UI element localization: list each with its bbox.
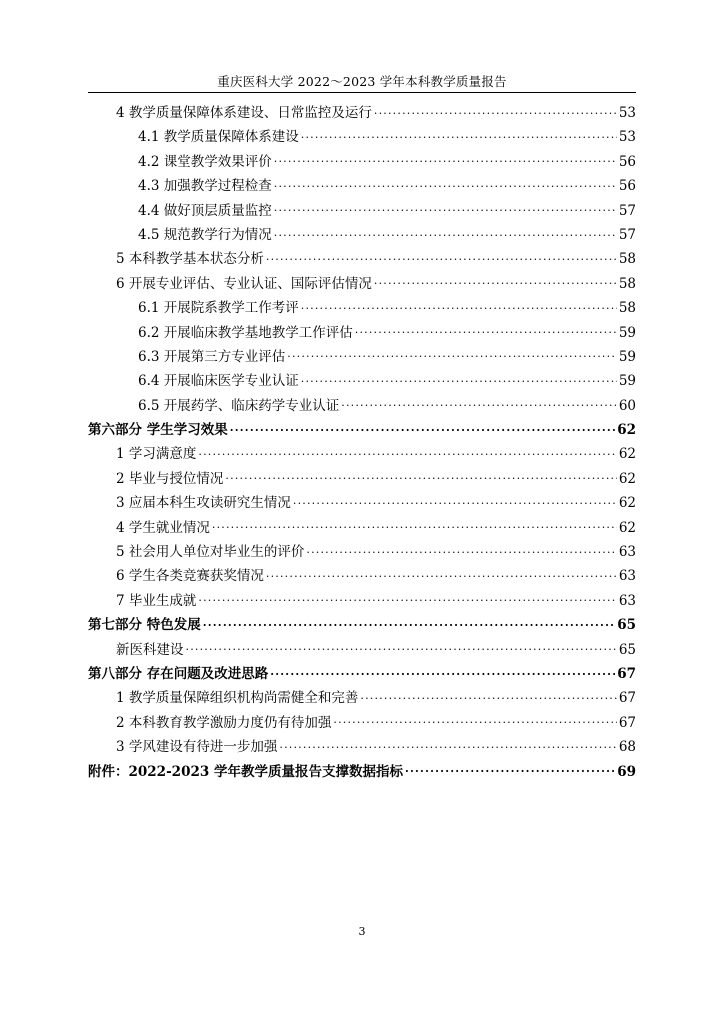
toc-entry-page: 59: [618, 324, 636, 341]
toc-entry-title: 4 学生就业情况: [116, 519, 210, 536]
toc-entry-page: 58: [618, 251, 636, 268]
toc-entry-page: 68: [618, 739, 636, 756]
toc-entry[interactable]: [88, 467, 636, 491]
dot-leader: [274, 201, 617, 215]
toc-entry[interactable]: [88, 174, 636, 198]
toc-entry-title: 5 本科教学基本状态分析: [116, 251, 264, 268]
toc-entry-title: 6.1 开展院系教学工作考评: [138, 300, 299, 317]
dot-leader: [405, 762, 615, 776]
dot-leader: [306, 543, 616, 557]
toc-entry-page: 62: [618, 519, 636, 536]
toc-entry[interactable]: [88, 199, 636, 223]
dot-leader: [293, 494, 617, 508]
toc-entry-title: 3 学风建设有待进一步加强: [116, 739, 278, 756]
toc-entry-page: 63: [618, 592, 636, 609]
dot-leader: [374, 274, 617, 288]
toc-entry-page: 58: [618, 300, 636, 317]
dot-leader: [341, 396, 617, 410]
running-header: 重庆医科大学 2022～2023 学年本科教学质量报告: [88, 72, 636, 93]
toc-entry-title: 2 本科教育教学激励力度仍有待加强: [116, 714, 332, 731]
dot-leader: [266, 250, 617, 264]
dot-leader: [279, 738, 616, 752]
toc-entry-page: 53: [618, 105, 636, 121]
dot-leader: [360, 689, 616, 703]
toc-entry[interactable]: [88, 638, 636, 662]
toc-entry-page: 57: [618, 202, 636, 219]
toc-entry[interactable]: [88, 589, 636, 613]
toc-entry-page: 59: [618, 373, 636, 390]
toc-entry-title: 第六部分 学生学习效果: [88, 422, 228, 439]
toc-entry[interactable]: [88, 516, 636, 540]
toc-entry[interactable]: [88, 125, 636, 149]
toc-entry[interactable]: [88, 247, 636, 271]
toc-entry[interactable]: [88, 272, 636, 296]
dot-leader: [203, 616, 616, 630]
toc-entry-page: 56: [618, 153, 636, 170]
dot-leader: [266, 567, 617, 581]
dot-leader: [198, 591, 616, 605]
toc-entry-title: 新医科建设: [116, 641, 184, 658]
toc-entry-page: 62: [617, 422, 636, 439]
dot-leader: [274, 225, 617, 239]
toc-entry[interactable]: [88, 394, 636, 418]
toc-entry-title: 4 教学质量保障体系建设、日常监控及运行: [116, 105, 372, 121]
toc-entry[interactable]: [88, 760, 636, 784]
dot-leader: [186, 640, 617, 654]
dot-leader: [355, 323, 617, 337]
toc-entry[interactable]: [88, 345, 636, 369]
toc-entry-page: 67: [618, 690, 636, 707]
toc-entry-page: 57: [618, 226, 636, 243]
toc-entry-title: 1 教学质量保障组织机构尚需健全和完善: [116, 690, 359, 707]
dot-leader: [230, 421, 616, 435]
toc-entry-title: 4.2 课堂教学效果评价: [138, 153, 272, 170]
toc-entry[interactable]: [88, 296, 636, 320]
toc-entry-title: 4.5 规范教学行为情况: [138, 226, 272, 243]
dot-leader: [301, 372, 617, 386]
toc-entry[interactable]: [88, 369, 636, 393]
dot-leader: [374, 104, 617, 118]
toc-entry[interactable]: [88, 540, 636, 564]
toc-entry[interactable]: [88, 321, 636, 345]
dot-leader: [225, 469, 616, 483]
dot-leader: [274, 152, 617, 166]
toc-entry[interactable]: [88, 442, 636, 466]
toc-entry-title: 5 社会用人单位对毕业生的评价: [116, 544, 305, 561]
dot-leader: [301, 128, 617, 142]
dot-leader: [198, 445, 616, 459]
dot-leader: [287, 347, 617, 361]
toc-entry[interactable]: [88, 418, 636, 442]
toc-entry-title: 6 学生各类竞赛获奖情况: [116, 568, 264, 585]
toc-entry-page: 56: [618, 178, 636, 195]
toc-entry-title: 4.4 做好顶层质量监控: [138, 202, 272, 219]
toc-entry-page: 69: [617, 763, 636, 780]
toc-entry-title: 1 学习满意度: [116, 446, 197, 463]
dot-leader: [270, 664, 615, 678]
toc-entry[interactable]: [88, 223, 636, 247]
toc-entry-title: 6.2 开展临床教学基地教学工作评估: [138, 324, 353, 341]
dot-leader: [333, 713, 616, 727]
toc-entry-page: 53: [618, 129, 636, 146]
table-of-contents: [88, 101, 636, 784]
toc-entry[interactable]: [88, 101, 636, 125]
toc-entry[interactable]: [88, 564, 636, 588]
page-number: 3: [358, 925, 366, 938]
dot-leader: [274, 177, 617, 191]
toc-entry-title: 附件：2022-2023 学年教学质量报告支撑数据指标: [88, 763, 403, 780]
dot-leader: [301, 299, 617, 313]
toc-entry-page: 63: [618, 544, 636, 561]
toc-entry-page: 60: [618, 397, 636, 414]
toc-entry-page: 67: [617, 665, 636, 682]
toc-entry-page: 58: [618, 275, 636, 292]
toc-entry-page: 63: [618, 568, 636, 585]
toc-entry-title: 6 开展专业评估、专业认证、国际评估情况: [116, 275, 372, 292]
toc-entry-page: 62: [618, 446, 636, 463]
toc-entry-title: 4.1 教学质量保障体系建设: [138, 129, 299, 146]
toc-entry-page: 65: [618, 641, 636, 658]
dot-leader: [212, 518, 617, 532]
toc-entry[interactable]: [88, 150, 636, 174]
toc-entry-title: 6.5 开展药学、临床药学专业认证: [138, 397, 340, 414]
toc-entry-page: 62: [618, 495, 636, 512]
toc-entry-page: 65: [617, 617, 636, 634]
toc-entry[interactable]: [88, 662, 636, 686]
toc-entry-title: 4.3 加强教学过程检查: [138, 178, 272, 195]
toc-entry[interactable]: [88, 735, 636, 759]
toc-entry-title: 6.3 开展第三方专业评估: [138, 348, 286, 365]
toc-entry[interactable]: [88, 613, 636, 637]
toc-entry-page: 59: [618, 348, 636, 365]
toc-entry-title: 第七部分 特色发展: [88, 617, 201, 634]
toc-entry[interactable]: [88, 686, 636, 710]
toc-entry-page: 67: [618, 714, 636, 731]
toc-entry-title: 7 毕业生成就: [116, 592, 197, 609]
toc-entry-title: 3 应届本科生攻读研究生情况: [116, 495, 291, 512]
toc-entry-title: 第八部分 存在问题及改进思路: [88, 665, 269, 682]
toc-entry-page: 62: [618, 470, 636, 487]
toc-entry-title: 2 毕业与授位情况: [116, 470, 224, 487]
toc-entry[interactable]: [88, 711, 636, 735]
toc-entry[interactable]: [88, 491, 636, 515]
toc-entry-title: 6.4 开展临床医学专业认证: [138, 373, 299, 390]
